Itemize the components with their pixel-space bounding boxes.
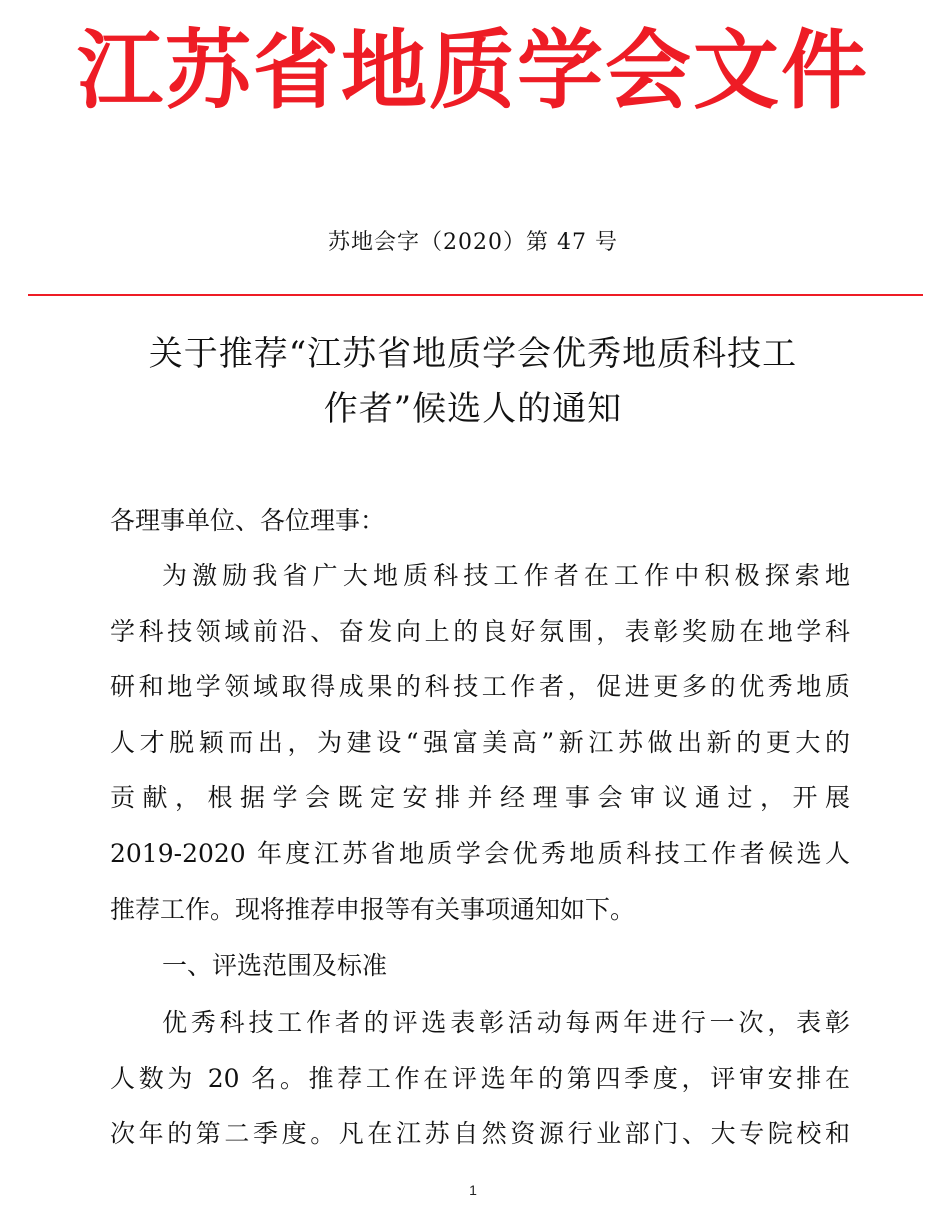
salutation: 各理事单位、各位理事： [110, 506, 386, 535]
paragraph-2-line-3: 次年的第二季度。凡在江苏自然资源行业部门、大专院校和 [110, 1119, 850, 1148]
section-1-heading: 一、评选范围及标准 [162, 951, 388, 980]
paragraph-2-line-1: 优秀科技工作者的评选表彰活动每两年进行一次，表彰 [162, 1008, 850, 1037]
page-number: 1 [469, 1182, 477, 1198]
paragraph-1-line-4: 人才脱颖而出，为建设“强富美高”新江苏做出新的更大的 [110, 728, 850, 757]
paragraph-1-line-1: 为激励我省广大地质科技工作者在工作中积极探索地 [162, 561, 850, 590]
document-number: 苏地会字（2020）第 47 号 [328, 230, 618, 255]
paragraph-1-line-5: 贡献，根据学会既定安排并经理事会审议通过，开展 [110, 783, 850, 812]
masthead-title: 江苏省地质学会文件 [77, 20, 869, 121]
paragraph-1-line-6: 2019-2020 年度江苏省地质学会优秀地质科技工作者候选人 [110, 839, 850, 868]
paragraph-1-line-7: 推荐工作。现将推荐申报等有关事项通知如下。 [110, 895, 636, 924]
paragraph-2-line-2: 人数为 20 名。推荐工作在评选年的第四季度，评审安排在 [110, 1064, 850, 1093]
red-divider-line [28, 294, 923, 296]
paragraph-1-line-2: 学科技领域前沿、奋发向上的良好氛围，表彰奖励在地学科 [110, 617, 850, 646]
notice-title-line-2: 作者”候选人的通知 [323, 389, 623, 429]
notice-title-line-1: 关于推荐“江苏省地质学会优秀地质科技工 [148, 334, 798, 374]
paragraph-1-line-3: 研和地学领域取得成果的科技工作者，促进更多的优秀地质 [110, 672, 850, 701]
